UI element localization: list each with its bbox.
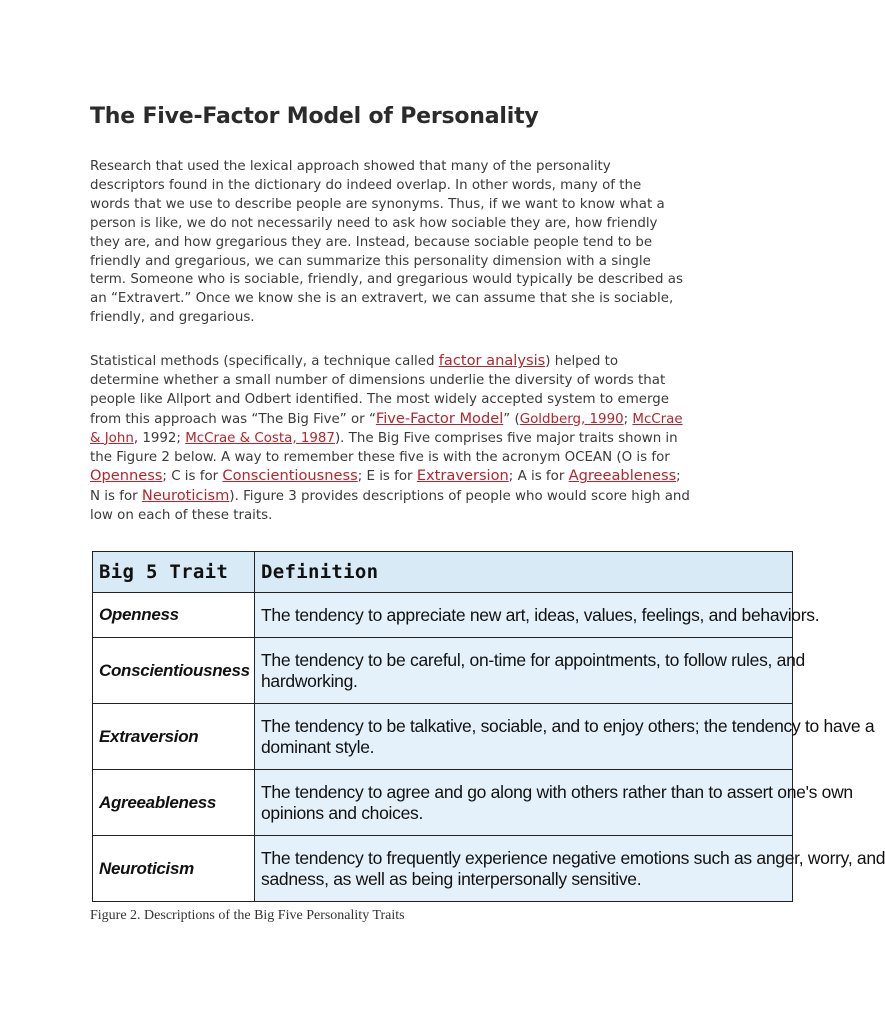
conscientiousness-link[interactable]: Conscientiousness: [222, 467, 358, 485]
paragraph-text: ). Figure 3 provides descriptions of people who would score high and low on each of these traits.: [90, 489, 690, 524]
goldberg-1990-link[interactable]: Goldberg, 1990: [519, 411, 624, 427]
five-factor-model-link[interactable]: Five-Factor Model: [375, 409, 504, 427]
paragraph-text: Statistical methods (specifically, a technique called: [90, 354, 439, 369]
definition-line: The tendency to appreciate new art, ideas, values, feelings, and behaviors.: [261, 604, 820, 625]
paragraph-line: friendly, and gregarious.: [90, 310, 255, 326]
table-row: [93, 593, 793, 638]
header-definition: Definition: [255, 552, 793, 593]
definition-line: sadness, as well as being interpersonally sensitive.: [261, 868, 642, 889]
header-trait: Big 5 Trait: [93, 552, 255, 593]
paragraph-line: they are, and how gregarious they are. Instead, because sociable people tend to be: [90, 234, 653, 250]
figure-caption: Figure 2. Descriptions of the Big Five Personality Traits: [90, 908, 405, 923]
trait-name: Extraversion: [93, 704, 255, 770]
paragraph-text: ) helped to determine whether a small number of dimensions underlie the diversity of words that people like Allport and Odbert identified. The most widely accepted system to emerge from this approach was “The Big Five” or “: [90, 354, 670, 427]
table-row: [93, 638, 793, 704]
mccrae-john-link[interactable]: McCrae & John: [90, 411, 683, 446]
trait-name: Neuroticism: [93, 836, 255, 902]
paragraph-text: ;: [623, 411, 633, 427]
paragraph-text: , 1992;: [133, 430, 186, 446]
paragraph-text: ; E is for: [357, 469, 417, 485]
trait-name: Agreeableness: [93, 770, 255, 836]
paragraph-line: friendly and gregarious, we can summarize this personality dimension with a single: [90, 253, 651, 269]
paragraph-text: ). The Big Five comprises five major traits shown in the Figure 2 below. A way to remember these five is with the acronym OCEAN (O is for: [90, 430, 678, 465]
trait-definition: [255, 593, 820, 638]
trait-definition: [255, 638, 805, 704]
intro-paragraph: [90, 158, 690, 328]
big-five-paragraph: [90, 352, 690, 526]
paragraph-text: ; A is for: [508, 469, 569, 485]
definition-line: The tendency to be talkative, sociable, and to enjoy others; the tendency to have a: [261, 715, 875, 736]
paragraph-line: Research that used the lexical approach showed that many of the personality: [90, 159, 611, 174]
trait-name: Conscientiousness: [93, 638, 255, 704]
extraversion-link[interactable]: Extraversion: [416, 467, 509, 485]
factor-analysis-link[interactable]: factor analysis: [438, 352, 546, 369]
paragraph-line: person is like, we do not necessarily need to ask how sociable they are, how friendly: [90, 215, 658, 231]
trait-name: Openness: [93, 593, 255, 638]
agreeableness-link[interactable]: Agreeableness: [568, 467, 677, 485]
paragraph-text: ; C is for: [162, 469, 223, 485]
trait-definition: [255, 836, 885, 902]
trait-definition: [255, 704, 875, 770]
table-row: [93, 770, 793, 836]
paragraph-line: term. Someone who is sociable, friendly, and gregarious would typically be described as: [90, 272, 683, 288]
paragraph-text: ” (: [503, 411, 520, 427]
definition-line: dominant style.: [261, 736, 375, 757]
table-row: [93, 704, 793, 770]
mccrae-costa-link[interactable]: McCrae & Costa, 1987: [185, 430, 335, 446]
paragraph-line: descriptors found in the dictionary do indeed overlap. In other words, many of the: [90, 177, 642, 193]
definition-line: The tendency to frequently experience negative emotions such as anger, worry, and: [261, 847, 885, 868]
paragraph-text: ; N is for: [90, 469, 681, 505]
openness-link[interactable]: Openness: [90, 467, 163, 485]
table-header-row: [93, 552, 793, 593]
definition-line: The tendency to be careful, on-time for appointments, to follow rules, and: [261, 649, 805, 670]
trait-definition: [255, 770, 853, 836]
big-five-traits-table: [92, 551, 885, 902]
neuroticism-link[interactable]: Neuroticism: [141, 487, 230, 505]
definition-line: opinions and choices.: [261, 802, 424, 823]
definition-line: The tendency to agree and go along with others rather than to assert one's own: [261, 781, 853, 802]
paragraph-line: an “Extravert.” Once we know she is an extravert, we can assume that she is sociable,: [90, 291, 674, 307]
definition-line: hardworking.: [261, 670, 358, 691]
table-row: [93, 836, 793, 902]
paragraph-line: words that we use to describe people are synonyms. Thus, if we want to know what a: [90, 196, 665, 212]
page-title: The Five-Factor Model of Personality: [90, 104, 539, 129]
